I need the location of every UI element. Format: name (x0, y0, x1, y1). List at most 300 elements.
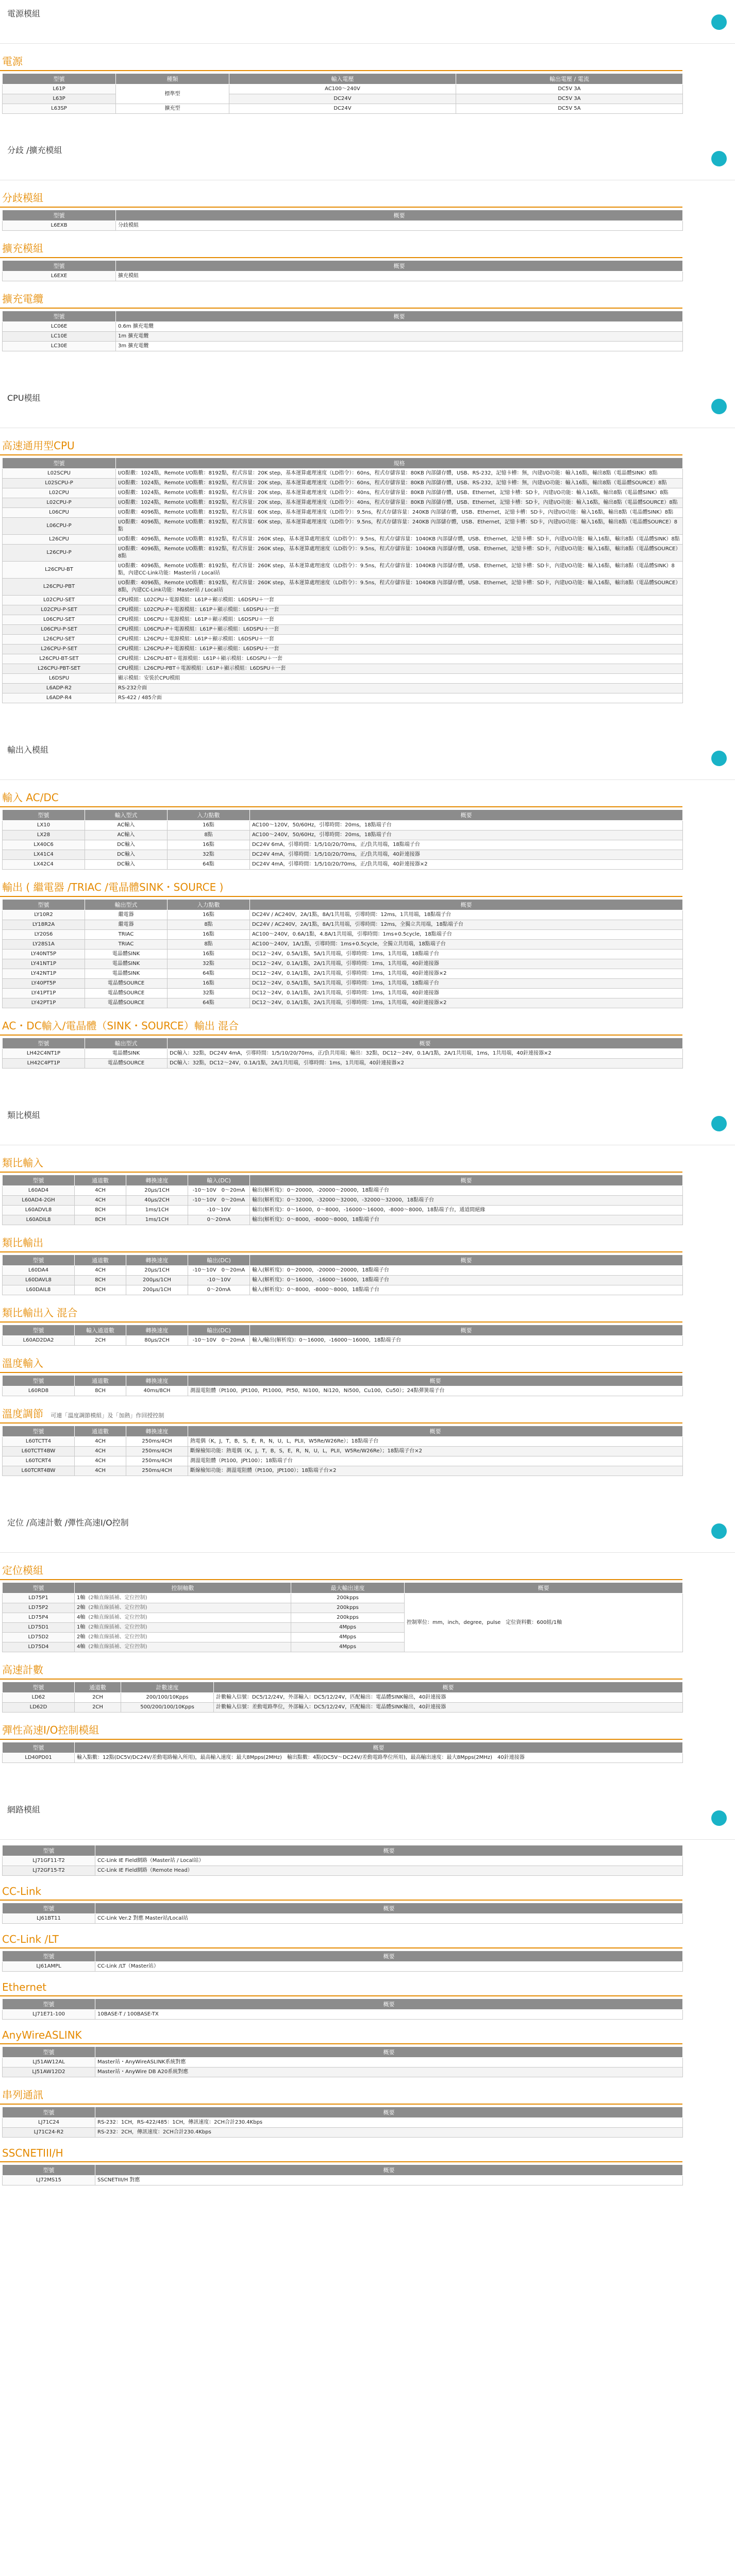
column-header: 概要 (116, 261, 683, 272)
table-row (3, 1336, 683, 1346)
network-table (2, 1845, 683, 1876)
column-header: 輸入通道數 (75, 1325, 126, 1336)
table-cell: DC24V (229, 94, 456, 104)
subsection-note: 可連「溫度調節模組」及「加熱」作回授控制 (51, 1412, 164, 1419)
column-header: 通道數 (75, 1175, 126, 1186)
column-header: 型號 (3, 1175, 75, 1186)
table-row (3, 508, 683, 518)
table-row (3, 1049, 683, 1059)
table-row (3, 1914, 683, 1924)
table-cell: I/O點數：4096點，Remote I/O點數：8192點，程式容量：260K step，基本運算處理速度（LD指令）：9.5ns，程式存儲容量：1040KB 內部儲存體，USB、Ethernet，記憶卡槽：SD卡，內建I/O功能：輸入16點，輸出8點（電晶體SINK）8點 (116, 535, 683, 545)
column-header: 概要 (116, 311, 683, 322)
table-cell: 輸入(解析度)：0～16000，-16000～16000，18點端子台 (250, 1276, 683, 1285)
column-header: 種類 (116, 74, 229, 84)
column-header: 通道數 (75, 1682, 121, 1693)
table-cell: AC100～240V (229, 84, 456, 94)
table-cell: 4CH (75, 1196, 126, 1206)
table-cell: 8CH (75, 1285, 126, 1295)
table-row (3, 674, 683, 684)
positioning-table (2, 1582, 683, 1652)
column-header: 概要 (214, 1682, 683, 1693)
table-cell: I/O點數：4096點，Remote I/O點數：8192點，程式容量：260K step，基本運算處理速度（LD指令）：9.5ns，程式存儲容量：1040KB 內部儲存體，USB、Ethernet，記憶卡槽：SD卡，內建I/O功能：輸入16點，輸出8點（電晶體SOURCE）8點，內建CC-Link功能：Master站 / Local站 (116, 579, 683, 596)
table-row (3, 2128, 683, 2138)
column-header: 輸出(DC) (188, 1325, 250, 1336)
column-header: 轉換速度 (126, 1325, 188, 1336)
table-cell: 輸入(解析度)：0～20000，-20000～20000，18點端子台 (250, 1266, 683, 1276)
column-header: 入力點數 (168, 810, 250, 821)
table-row (3, 2118, 683, 2128)
table-cell: I/O點數：4096點，Remote I/O點數：8192點，程式容量：60K step，基本運算處理速度（LD指令）：9.5ns，程式存儲容量：240KB 內部儲存體，USB、Ethernet，記憶卡槽：SD卡，內建I/O功能：輸入16點，輸出8點（電晶體SINK）8點 (116, 508, 683, 518)
output-table (2, 899, 683, 1008)
table-row (3, 1703, 683, 1713)
table-row (3, 1594, 683, 1603)
model-cell: LY20S6 (3, 930, 85, 940)
table-cell: 電晶體SINK (85, 969, 168, 979)
table-cell: 4CH (75, 1456, 126, 1466)
table-cell: 8點 (168, 831, 250, 840)
column-header: 型號 (3, 1845, 95, 1856)
extension-table (2, 260, 683, 281)
column-header: 概要 (75, 1742, 683, 1753)
table-cell: 250ms/4CH (126, 1456, 188, 1466)
serial-table (2, 2107, 683, 2138)
model-cell: LY28S1A (3, 940, 85, 950)
model-cell: LD62 (3, 1693, 75, 1703)
table-cell: DC輸入：32點，DC12～24V，0.1A/1點，2A/1共用端，引導時間：1ms，1共用端，40針連接器×2 (168, 1059, 683, 1069)
table-cell: TRIAC (85, 940, 168, 950)
section-header-power (0, 0, 735, 44)
column-header: 轉換速度 (126, 1376, 188, 1386)
section-title: 輸出入模組 (7, 745, 49, 755)
table-row (3, 94, 683, 104)
table-cell: DC輸入 (85, 860, 168, 870)
axis-note: (2軸直線插補、定位控制) (88, 1615, 147, 1620)
column-header: 概要 (250, 810, 683, 821)
model-cell: L02CPU-SET (3, 596, 116, 605)
table-cell: 電晶體SINK (85, 959, 168, 969)
table-cell: 40μs/2CH (126, 1196, 188, 1206)
table-row (3, 998, 683, 1008)
model-cell: L60AD2DA2 (3, 1336, 75, 1346)
subsection-title: 彈性高速I/O控制模組 (0, 1722, 682, 1740)
table-row (3, 221, 683, 231)
model-cell: L06CPU-P-SET (3, 625, 116, 635)
model-cell: L60RD8 (3, 1386, 75, 1396)
sscnet-table (2, 2164, 683, 2185)
table-row (3, 2010, 683, 2020)
column-header: 型號 (3, 210, 116, 221)
column-header: 輸入型式 (85, 810, 168, 821)
subsection-title: 高速通用型CPU (0, 437, 682, 455)
table-row (3, 545, 683, 562)
table-cell: 250ms/4CH (126, 1466, 188, 1476)
table-cell: CPU模組：L02CPU＋電源模組：L61P＋顯示模組：L6DSPU＋一套 (116, 596, 683, 605)
table-cell: DC輸入：32點，DC24V 4mA，引導時間：1/5/10/20/70ms，正/負共用端；輸出：32點，DC12～24V，0.1A/1點，2A/1共用端，1ms，1共用端，40針連接器×2 (168, 1049, 683, 1059)
subsection-title: 輸出 ( 繼電器 /TRIAC /電晶體SINK・SOURCE ) (0, 879, 682, 897)
table-cell: RS-232介面 (116, 684, 683, 693)
section-badge-icon (711, 1810, 727, 1826)
subsection-title: 擴充電纜 (0, 291, 682, 309)
model-cell: LY40NT5P (3, 950, 85, 959)
axis-note: (2軸直線插補、定位控制) (88, 1605, 147, 1611)
model-cell: LD75D2 (3, 1633, 75, 1642)
column-header: 入力點數 (168, 900, 250, 910)
model-cell: L60DAVL8 (3, 1276, 75, 1285)
temperature-control-table (2, 1426, 683, 1476)
column-header: 轉換速度 (126, 1175, 188, 1186)
column-header: 型號 (3, 1682, 75, 1693)
table-cell: 輸入點數：12點(DC5V/DC24V/差動電路輸入所用)，最高輸入速度：最大8Mpps(2MHz) 輸出點數：4點(DC5V～DC24V/差動電路準位所用)，最高輸出速度：最大8Mpps(2MHz) 40針連接器 (75, 1753, 683, 1763)
model-cell: LX40C6 (3, 840, 85, 850)
table-cell: 斷線檢知功能：測溫電阻體（Pt100，JPt100）；18點端子台×2 (188, 1466, 683, 1476)
table-row (3, 635, 683, 645)
table-row (3, 860, 683, 870)
column-header: 輸出電壓 / 電流 (456, 74, 683, 84)
subsection-title: 電源 (0, 53, 682, 71)
mixed-io-table (2, 1038, 683, 1069)
model-cell: LC10E (3, 332, 116, 342)
table-cell: AC輸入 (85, 821, 168, 831)
table-cell: DC輸入 (85, 850, 168, 860)
table-cell: 8CH (75, 1215, 126, 1225)
table-cell: CC-Link IE Field網路（Remote Head） (95, 1866, 683, 1876)
table-cell: 20μs/1CH (126, 1266, 188, 1276)
model-cell: LY10R2 (3, 910, 85, 920)
model-cell: L61P (3, 84, 116, 94)
table-row (3, 850, 683, 860)
model-cell: LD40PD01 (3, 1753, 75, 1763)
table-row (3, 1856, 683, 1866)
table-cell: 3m 擴充電纜 (116, 342, 683, 351)
table-cell: AC100～240V，50/60Hz，引導時間：20ms，18點端子台 (250, 831, 683, 840)
column-header: 輸出型式 (85, 900, 168, 910)
column-header: 概要 (250, 1175, 683, 1186)
table-row (3, 518, 683, 535)
table-cell: CPU模組：L02CPU-P＋電源模組：L61P＋顯示模組：L6DSPU＋一套 (116, 605, 683, 615)
model-cell: L26CPU-PBT (3, 579, 116, 596)
column-header: 轉換速度 (126, 1255, 188, 1266)
ethernet-table (2, 1998, 683, 2020)
axis-count: 1軸 (77, 1624, 86, 1630)
table-cell: I/O點數：1024點，Remote I/O點數：8192點，程式容量：20K step，基本運算處理速度（LD指令）：40ns，程式存儲容量：80KB 內部儲存體，USB、Ethernet，記憶卡槽：SD卡，內建I/O功能：輸入16點，輸出8點（電晶體SINK）8點 (116, 488, 683, 498)
model-cell: L26CPU-P (3, 545, 116, 562)
model-cell: L6EXB (3, 221, 116, 231)
table-row (3, 920, 683, 930)
section-badge-icon (711, 1116, 727, 1131)
model-cell: LC06E (3, 322, 116, 332)
table-cell: DC24V (229, 104, 456, 114)
table-cell: 4CH (75, 1266, 126, 1276)
table-row (3, 1447, 683, 1456)
input-table (2, 809, 683, 870)
column-header: 型號 (3, 458, 116, 469)
table-cell: 4CH (75, 1437, 126, 1447)
table-cell: 64點 (168, 969, 250, 979)
model-cell: LD75P4 (3, 1613, 75, 1623)
table-cell: 16點 (168, 910, 250, 920)
column-header: 型號 (3, 1376, 75, 1386)
table-cell: 200μs/1CH (126, 1285, 188, 1295)
subsection-title (0, 1405, 682, 1423)
table-cell: 輸出(解析度)：0～16000，0～8000，-16000～16000，-8000～8000，18點端子台，通道間絕緣 (250, 1206, 683, 1215)
analog-mixed-table (2, 1325, 683, 1346)
table-cell: 0.6m 擴充電纜 (116, 322, 683, 332)
table-cell: 64點 (168, 860, 250, 870)
table-cell: 32點 (168, 850, 250, 860)
table-cell: 輸入(解析度)：0～8000，-8000～8000，18點端子台 (250, 1285, 683, 1295)
model-cell: LX10 (3, 821, 85, 831)
table-cell: 輸入/輸出(解析度)：0～16000，-16000～16000，18點端子台 (250, 1336, 683, 1346)
table-row (3, 579, 683, 596)
subsection-title: SSCNETIII/H (0, 2147, 682, 2162)
table-cell: 40ms/8CH (126, 1386, 188, 1396)
section-title: CPU模組 (7, 393, 41, 403)
model-cell: L6DSPU (3, 674, 116, 684)
table-row (3, 1215, 683, 1225)
table-cell: 8點 (168, 920, 250, 930)
table-cell: DC12～24V，0.1A/1點，2A/1共用端，引導時間：1ms，1共用端，40針連接器×2 (250, 998, 683, 1008)
column-header: 型號 (3, 1325, 75, 1336)
table-cell: 電晶體SINK (85, 950, 168, 959)
table-row (3, 1059, 683, 1069)
model-cell: LY42NT1P (3, 969, 85, 979)
table-cell: 200μs/1CH (126, 1276, 188, 1285)
model-cell: L60DAIL8 (3, 1285, 75, 1295)
table-cell: -10～10V 0～20mA (188, 1196, 250, 1206)
table-cell: 2CH (75, 1336, 126, 1346)
model-cell: LJ71GF11-T2 (3, 1856, 95, 1866)
table-row (3, 1456, 683, 1466)
table-cell: I/O點數：4096點，Remote I/O點數：8192點，程式容量：60K step，基本運算處理速度（LD指令）：9.5ns，程式存儲容量：240KB 內部儲存體，USB、Ethernet，記憶卡槽：SD卡，內建I/O功能：輸入16點，輸出8點（電晶體SOURCE）8點 (116, 518, 683, 535)
column-header: 概要 (250, 1325, 683, 1336)
column-header: 通道數 (75, 1426, 126, 1437)
subsection-title: 串列通訊 (0, 2087, 682, 2105)
table-cell: RS-422 / 485介面 (116, 693, 683, 703)
model-cell: L60TCTT4BW (3, 1447, 75, 1456)
table-cell: 2CH (75, 1693, 121, 1703)
table-row (3, 969, 683, 979)
table-cell: 8CH (75, 1386, 126, 1396)
table-cell: 16點 (168, 950, 250, 959)
column-header: 概要 (95, 2107, 683, 2118)
axis-cell (75, 1623, 291, 1633)
table-row (3, 605, 683, 615)
column-header: 型號 (3, 900, 85, 910)
table-cell: I/O點數：1024點，Remote I/O點數：8192點，程式容量：20K step，基本運算處理速度（LD指令）：60ns，程式存儲容量：80KB 內部儲存體，USB、RS-232，記憶卡槽：無，內建I/O功能：輸入16點，輸出8點（電晶體SOURCE）8點 (116, 479, 683, 488)
section-header-positioning (0, 1509, 735, 1553)
table-row (3, 562, 683, 579)
table-cell: DC24V 4mA，引導時間：1/5/10/20/70ms，正/負共用端，40針連接器 (250, 850, 683, 860)
table-cell: 20μs/1CH (126, 1186, 188, 1196)
table-cell: DC24V / AC240V，2A/1點，8A/1共用端，引導時間：12ms，全獨立共用端，18點端子台 (250, 920, 683, 930)
table-row (3, 1962, 683, 1972)
table-cell: 輸出(解析度)：0～8000，-8000～8000，18點端子台 (250, 1215, 683, 1225)
table-row (3, 342, 683, 351)
column-header: 概要 (188, 1376, 683, 1386)
flex-io-table (2, 1742, 683, 1763)
table-cell: 16點 (168, 979, 250, 989)
model-cell: L02CPU-P (3, 498, 116, 508)
column-header: 概要 (95, 1903, 683, 1914)
model-cell: LJ51AW12D2 (3, 2067, 95, 2077)
table-cell: -10～10V 0～20mA (188, 1186, 250, 1196)
model-cell: LJ72GF15-T2 (3, 1866, 95, 1876)
column-header: 輸入(DC) (188, 1175, 250, 1186)
branch-table (2, 210, 683, 231)
anywire-table (2, 2046, 683, 2077)
table-row (3, 979, 683, 989)
model-cell: L63P (3, 94, 116, 104)
axis-count: 4軸 (77, 1615, 86, 1620)
table-cell: 64點 (168, 998, 250, 1008)
table-row (3, 104, 683, 114)
section-header-branch (0, 137, 735, 180)
table-row (3, 332, 683, 342)
table-cell: 熱電偶（K，J，T，B，S，E，R，N，U，L，PLII，W5Re/W26Re）；18點端子台 (188, 1437, 683, 1447)
column-header: 通道數 (75, 1255, 126, 1266)
subsection-title: 高速計數 (0, 1662, 682, 1680)
cpu-table (2, 457, 683, 703)
table-row (3, 645, 683, 654)
section-badge-icon (711, 14, 727, 30)
model-cell: LY40PT5P (3, 979, 85, 989)
table-cell: DC12～24V，0.5A/1點，5A/1共用端，引導時間：1ms，1共用端，18點端子台 (250, 979, 683, 989)
column-header: 型號 (3, 1951, 95, 1962)
column-header: 概要 (168, 1038, 683, 1049)
table-cell: Master站・AnyWire DB A20系統對應 (95, 2067, 683, 2077)
model-cell: L02SCPU-P (3, 479, 116, 488)
axis-note: (2軸直線插補、定位控制) (88, 1595, 147, 1601)
subsection-title: 類比輸入 (0, 1155, 682, 1173)
table-cell: DC5V 5A (456, 104, 683, 114)
model-cell: L6EXE (3, 272, 116, 281)
axis-cell (75, 1613, 291, 1623)
table-cell: CPU模組：L26CPU-P＋電源模組：L61P＋顯示模組：L6DSPU＋一套 (116, 645, 683, 654)
power-table (2, 73, 683, 114)
model-cell: L02CPU (3, 488, 116, 498)
model-cell: L60TCTT4 (3, 1437, 75, 1447)
table-cell: DC24V 6mA，引導時間：1/5/10/20/70ms，正/負共用端，18點端子台 (250, 840, 683, 850)
column-header: 型號 (3, 1426, 75, 1437)
table-cell: 計數輸入信號：DC5/12/24V，外部輸入：DC5/12/24V，匹配輸出：電晶體SINK輸出，40針連接器 (214, 1693, 683, 1703)
section-badge-icon (711, 151, 727, 166)
table-cell: 0～20mA (188, 1285, 250, 1295)
table-cell: DC24V / AC240V，2A/1點，8A/1共用端，引導時間：12ms，1共用端，18點端子台 (250, 910, 683, 920)
axis-note: (2軸直線插補、定位控制) (88, 1624, 147, 1630)
axis-note: (2軸直線插補、定位控制) (88, 1644, 147, 1650)
model-cell: LJ71C24-R2 (3, 2128, 95, 2138)
table-cell: I/O點數：1024點，Remote I/O點數：8192點，程式容量：20K step，基本運算處理速度（LD指令）：60ns，程式存儲容量：80KB 內部儲存體，USB、RS-232，記憶卡槽：無，內建I/O功能：輸入16點，輸出8點（電晶體SINK）8點 (116, 469, 683, 479)
model-cell: LJ61BT11 (3, 1914, 95, 1924)
section-title: 電源模組 (7, 9, 41, 19)
table-cell: DC12～24V，0.1A/1點，2A/1共用端，引導時間：1ms，1共用端，40針連接器×2 (250, 969, 683, 979)
column-header: 輸出型式 (85, 1038, 168, 1049)
table-cell: 分歧模組 (116, 221, 683, 231)
table-cell: 16點 (168, 821, 250, 831)
table-cell: -10～10V 0～20mA (188, 1336, 250, 1346)
column-header: 輸出(DC) (188, 1255, 250, 1266)
table-row (3, 840, 683, 850)
column-header: 概要 (95, 1999, 683, 2010)
model-cell: L26CPU-SET (3, 635, 116, 645)
table-cell: 擴充型 (116, 104, 229, 114)
table-row (3, 625, 683, 635)
subsection-title: 擴充模組 (0, 240, 682, 258)
table-row (3, 596, 683, 605)
table-row (3, 950, 683, 959)
subsection-title: 輸入 AC/DC (0, 789, 682, 807)
column-header: 型號 (3, 1903, 95, 1914)
model-cell: LD75D4 (3, 1642, 75, 1652)
table-cell: CPU模組：L06CPU＋電源模組：L61P＋顯示模組：L6DSPU＋一套 (116, 615, 683, 625)
table-cell: 4CH (75, 1186, 126, 1196)
analog-output-table (2, 1255, 683, 1295)
table-cell: RS-232：2CH，傳訊速度：2CH合計230.4Kbps (95, 2128, 683, 2138)
table-cell: DC5V 3A (456, 84, 683, 94)
table-cell: 4Mpps (291, 1642, 405, 1652)
subsection-title: 定位模組 (0, 1562, 682, 1580)
table-cell: 200kpps (291, 1603, 405, 1613)
table-cell: 16點 (168, 930, 250, 940)
axis-count: 4軸 (77, 1644, 86, 1650)
table-cell: 16點 (168, 840, 250, 850)
column-header: 型號 (3, 1742, 75, 1753)
column-header: 型號 (3, 810, 85, 821)
table-row (3, 1437, 683, 1447)
model-cell: L60AD4 (3, 1186, 75, 1196)
column-header: 概要 (95, 1845, 683, 1856)
column-header: 概要 (116, 210, 683, 221)
model-cell: L60ADIL8 (3, 1215, 75, 1225)
table-row (3, 940, 683, 950)
column-header: 轉換速度 (126, 1426, 188, 1437)
column-header: 型號 (3, 2047, 95, 2058)
table-cell: DC12～24V，0.1A/1點，2A/1共用端，引導時間：1ms，1共用端，40針連接器 (250, 989, 683, 998)
subsection-title: 溫度輸入 (0, 1355, 682, 1373)
model-cell: L26CPU-BT (3, 562, 116, 579)
model-cell: L26CPU-PBT-SET (3, 664, 116, 674)
section-badge-icon (711, 399, 727, 414)
table-row (3, 930, 683, 940)
axis-cell (75, 1633, 291, 1642)
table-cell: 測溫電阻體（Pt100，JPt100，Pt1000，Pt50，Ni100，Ni120，Ni500，Cu100，Cu50）；24點彈簧端子台 (188, 1386, 683, 1396)
table-row (3, 910, 683, 920)
table-row (3, 469, 683, 479)
table-cell: RS-232：1CH，RS-422/485：1CH，傳訊速度：2CH合計230.4Kbps (95, 2118, 683, 2128)
column-header: 型號 (3, 311, 116, 322)
table-cell: -10～10V (188, 1276, 250, 1285)
table-cell: 電晶體SOURCE (85, 998, 168, 1008)
table-cell: CPU模組：L26CPU＋電源模組：L61P＋顯示模組：L6DSPU＋一套 (116, 635, 683, 645)
model-cell: LD75P2 (3, 1603, 75, 1613)
model-cell: LD75P1 (3, 1594, 75, 1603)
column-header: 最大輸出速度 (291, 1583, 405, 1594)
table-cell: 計數輸入信號：差動電路準位，外部輸入：DC5/12/24V，匹配輸出：電晶體SINK輸出，40針連接器 (214, 1703, 683, 1713)
table-cell: AC100～120V，50/60Hz，引導時間：20ms，18點端子台 (250, 821, 683, 831)
table-row (3, 2058, 683, 2067)
model-cell: L60TCRT4 (3, 1456, 75, 1466)
model-cell: L60TCRT4BW (3, 1466, 75, 1476)
axis-cell (75, 1642, 291, 1652)
model-cell: LY18R2A (3, 920, 85, 930)
column-header: 型號 (3, 74, 116, 84)
model-cell: LY41PT1P (3, 989, 85, 998)
model-cell: LY41NT1P (3, 959, 85, 969)
table-cell: CPU模組：L26CPU-BT＋電源模組：L61P＋顯示模組：L6DSPU＋一套 (116, 654, 683, 664)
section-badge-icon (711, 1523, 727, 1539)
table-row (3, 2176, 683, 2185)
axis-count: 2軸 (77, 1605, 86, 1611)
